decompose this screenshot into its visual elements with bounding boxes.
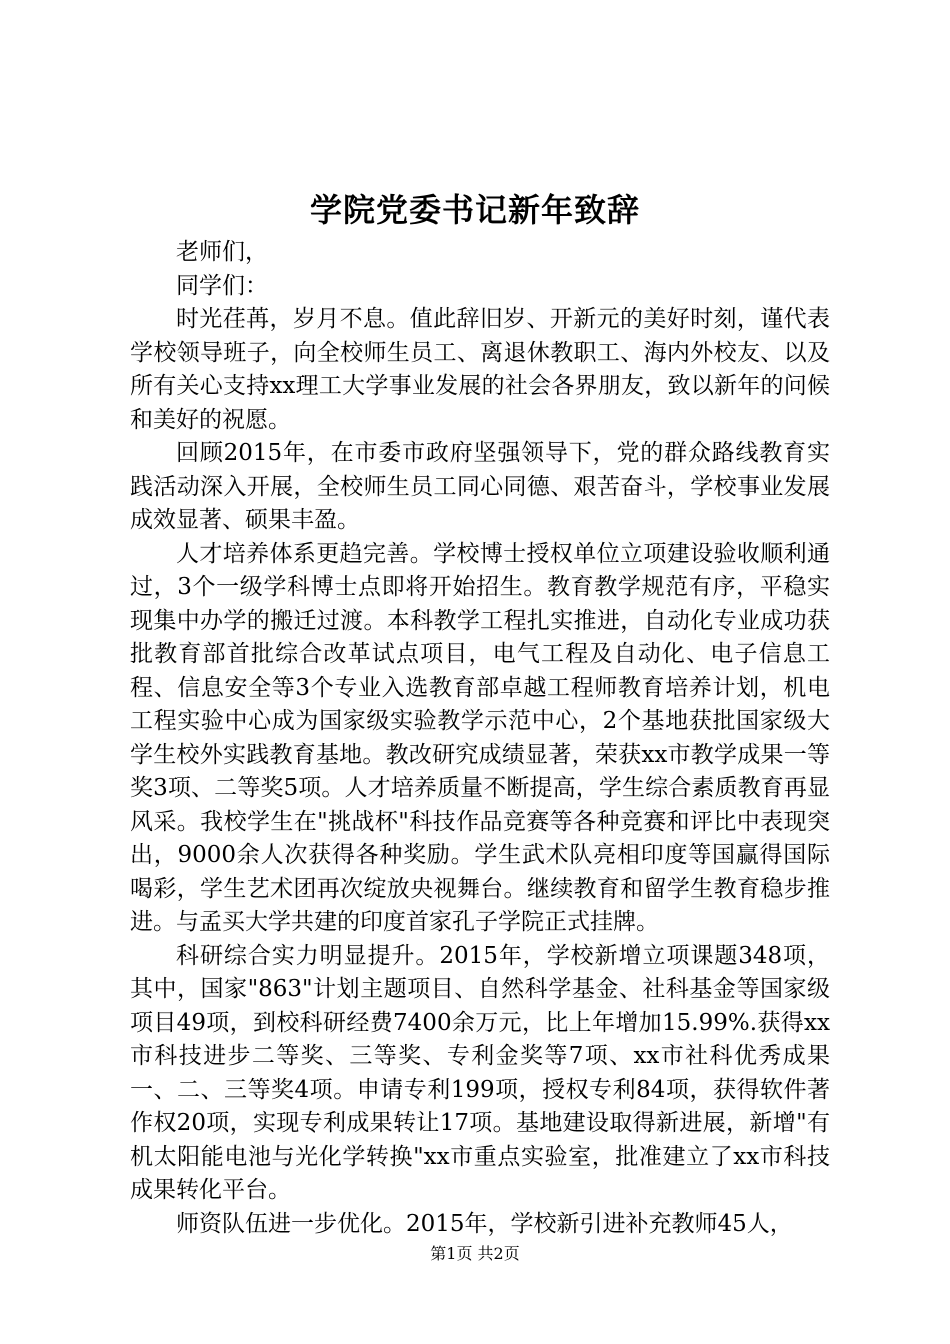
- document-title: 学院党委书记新年致辞: [309, 191, 640, 229]
- greeting-students: 同学们：: [176, 272, 268, 299]
- paragraph-research-strength: 科研综合实力明显提升。2015年，学校新增立项课题348项，其中，国家"863"计划主题项目、自然科学基金、社科基金等国家级项目49项，到校科研经费7400余万元，比上年增加15.99%.获得xx市科技进步二等奖、三等奖、专利金奖等7项、xx市社科优秀成果一、二、三等奖4项。申请专利199项，授权专利84项，获得软件著作权20项，实现专利成果转让17项。基地建设取得新进展，新增"有机太阳能电池与光化学转换"xx市重点实验室，批准建立了xx市科技成果转化平台。: [130, 942, 830, 1203]
- greeting-teachers: 老师们，: [176, 239, 268, 265]
- page-number-footer: 第1页 共2页: [430, 1244, 520, 1263]
- document-body: [130, 236, 830, 1241]
- paragraph-review-2015: 回顾2015年，在市委市政府坚强领导下，党的群众路线教育实践活动深入开展，全校师生员工同心同德、艰苦奋斗，学校事业发展成效显著、硕果丰盈。: [130, 440, 830, 533]
- paragraph-new-year-wishes: 时光荏苒，岁月不息。值此辞旧岁、开新元的美好时刻，谨代表学校领导班子，向全校师生员工、离退休教职工、海内外校友、以及所有关心支持xx理工大学事业发展的社会各界朋友，致以新年的问候和美好的祝愿。: [130, 306, 830, 433]
- paragraph-talent-cultivation: 人才培养体系更趋完善。学校博士授权单位立项建设验收顺利通过，3个一级学科博士点即将开始招生。教育教学规范有序，平稳实现集中办学的搬迁过渡。本科教学工程扎实推进，自动化专业成功获批教育部首批综合改革试点项目，电气工程及自动化、电子信息工程、信息安全等3个专业入选教育部卓越工程师教育培养计划，机电工程实验中心成为国家级实验教学示范中心，2个基地获批国家级大学生校外实践教育基地。教改研究成绩显著，荣获xx市教学成果一等奖3项、二等奖5项。人才培养质量不断提高，学生综合素质教育再显风采。我校学生在"挑战杯"科技作品竞赛等各种竞赛和评比中表现突出，9000余人次获得各种奖励。学生武术队亮相印度等国赢得国际喝彩，学生艺术团再次绽放央视舞台。继续教育和留学生教育稳步推进。与孟买大学共建的印度首家孔子学院正式挂牌。: [130, 540, 830, 935]
- paragraph-faculty: 师资队伍进一步优化。2015年，学校新引进补充教师45人，: [176, 1210, 793, 1237]
